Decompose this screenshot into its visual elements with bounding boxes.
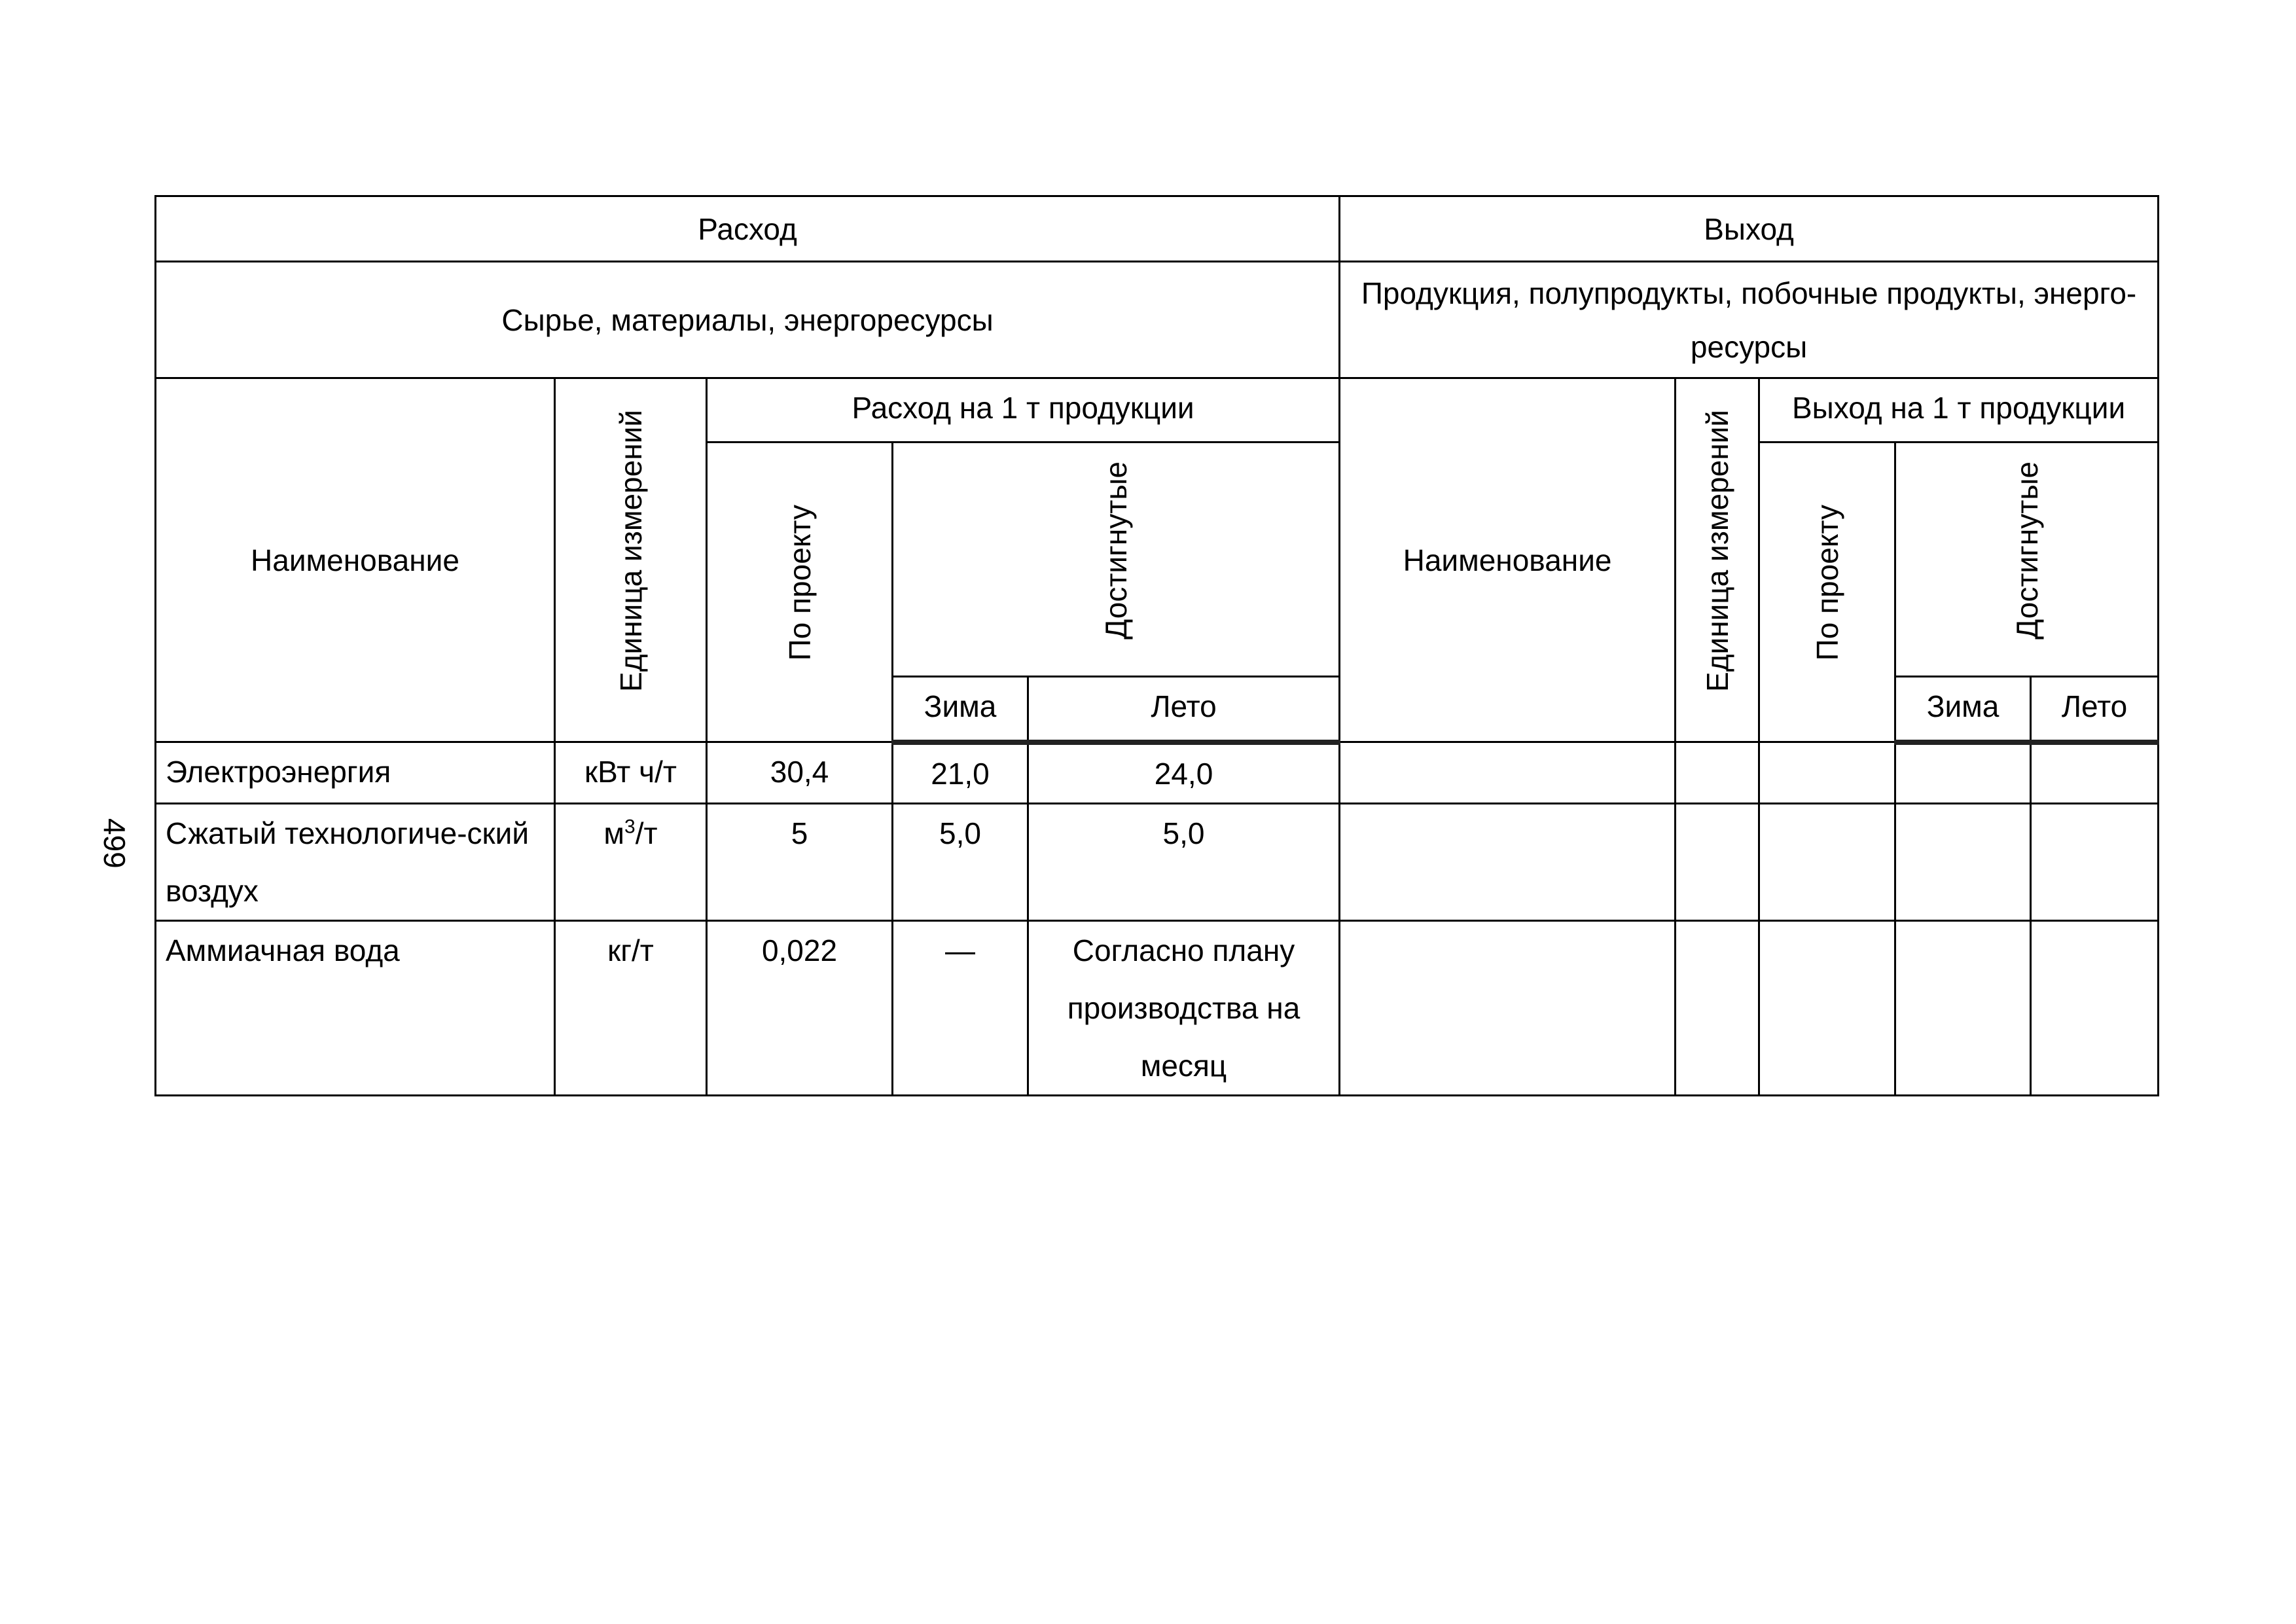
header-input-name: Наименование (156, 378, 555, 742)
header-row-3 (156, 378, 2159, 442)
table-row (156, 803, 2159, 920)
header-consumption: Расход (156, 196, 1340, 262)
header-output-achieved-text: Достигнутые (2009, 461, 2044, 640)
row-unit: кВт ч/т (555, 742, 707, 804)
row-summer: 24,0 (1028, 742, 1340, 804)
table-row (156, 742, 2159, 804)
header-output-by-project-text: По проекту (1810, 505, 1844, 661)
header-output: Выход (1340, 196, 2159, 262)
row-output-name (1340, 803, 1676, 920)
row-output-winter (1895, 742, 2031, 804)
row-output-summer (2031, 920, 2159, 1095)
header-output-unit (1676, 378, 1759, 742)
header-output-achieved (1895, 442, 2159, 677)
header-outputs-group: Продукция, полупродукты, побочные продукты, энерго-ресурсы (1340, 262, 2159, 378)
material-balance-table (154, 195, 2159, 1096)
header-input-summer: Лето (1028, 677, 1340, 742)
row-name: Аммиачная вода (156, 920, 555, 1095)
row-output-unit (1676, 920, 1759, 1095)
header-output-winter: Зима (1895, 677, 2031, 742)
row-output-winter (1895, 803, 2031, 920)
header-input-winter: Зима (893, 677, 1028, 742)
row-winter: — (893, 920, 1028, 1095)
header-output-name: Наименование (1340, 378, 1676, 742)
header-input-unit (555, 378, 707, 742)
header-consumption-per-ton: Расход на 1 т продукции (707, 378, 1340, 442)
header-output-unit-text: Единица измерений (1700, 410, 1734, 692)
row-output-winter (1895, 920, 2031, 1095)
row-name: Электроэнергия (156, 742, 555, 804)
row-name: Сжатый технологиче-ский воздух (156, 803, 555, 920)
row-unit (555, 803, 707, 920)
header-output-per-ton: Выход на 1 т продукции (1759, 378, 2159, 442)
header-input-unit-text: Единица измерений (613, 410, 648, 692)
header-input-by-project-text: По проекту (782, 505, 817, 661)
row-summer: 5,0 (1028, 803, 1340, 920)
row-output-project (1759, 920, 1895, 1095)
table-row (156, 920, 2159, 1095)
row-winter: 21,0 (893, 742, 1028, 804)
row-output-project (1759, 742, 1895, 804)
row-project: 30,4 (707, 742, 893, 804)
row-unit-exponent: 3 (624, 816, 636, 838)
row-output-name (1340, 920, 1676, 1095)
row-winter: 5,0 (893, 803, 1028, 920)
row-output-summer (2031, 803, 2159, 920)
header-row-1 (156, 196, 2159, 262)
page-number: 499 (98, 818, 132, 869)
row-output-name (1340, 742, 1676, 804)
row-unit-tail: /т (635, 816, 658, 850)
header-inputs-group: Сырье, материалы, энергоресурсы (156, 262, 1340, 378)
header-row-2 (156, 262, 2159, 378)
row-output-summer (2031, 742, 2159, 804)
row-project: 5 (707, 803, 893, 920)
row-unit: кг/т (555, 920, 707, 1095)
header-input-by-project (707, 442, 893, 742)
header-input-achieved-text: Достигнутые (1099, 461, 1134, 640)
header-output-by-project (1759, 442, 1895, 742)
row-project: 0,022 (707, 920, 893, 1095)
row-output-project (1759, 803, 1895, 920)
header-input-achieved (893, 442, 1340, 677)
header-output-summer: Лето (2031, 677, 2159, 742)
row-summer: Согласно плану производства на месяц (1028, 920, 1340, 1095)
row-output-unit (1676, 742, 1759, 804)
row-unit-base: м (603, 816, 625, 850)
row-output-unit (1676, 803, 1759, 920)
